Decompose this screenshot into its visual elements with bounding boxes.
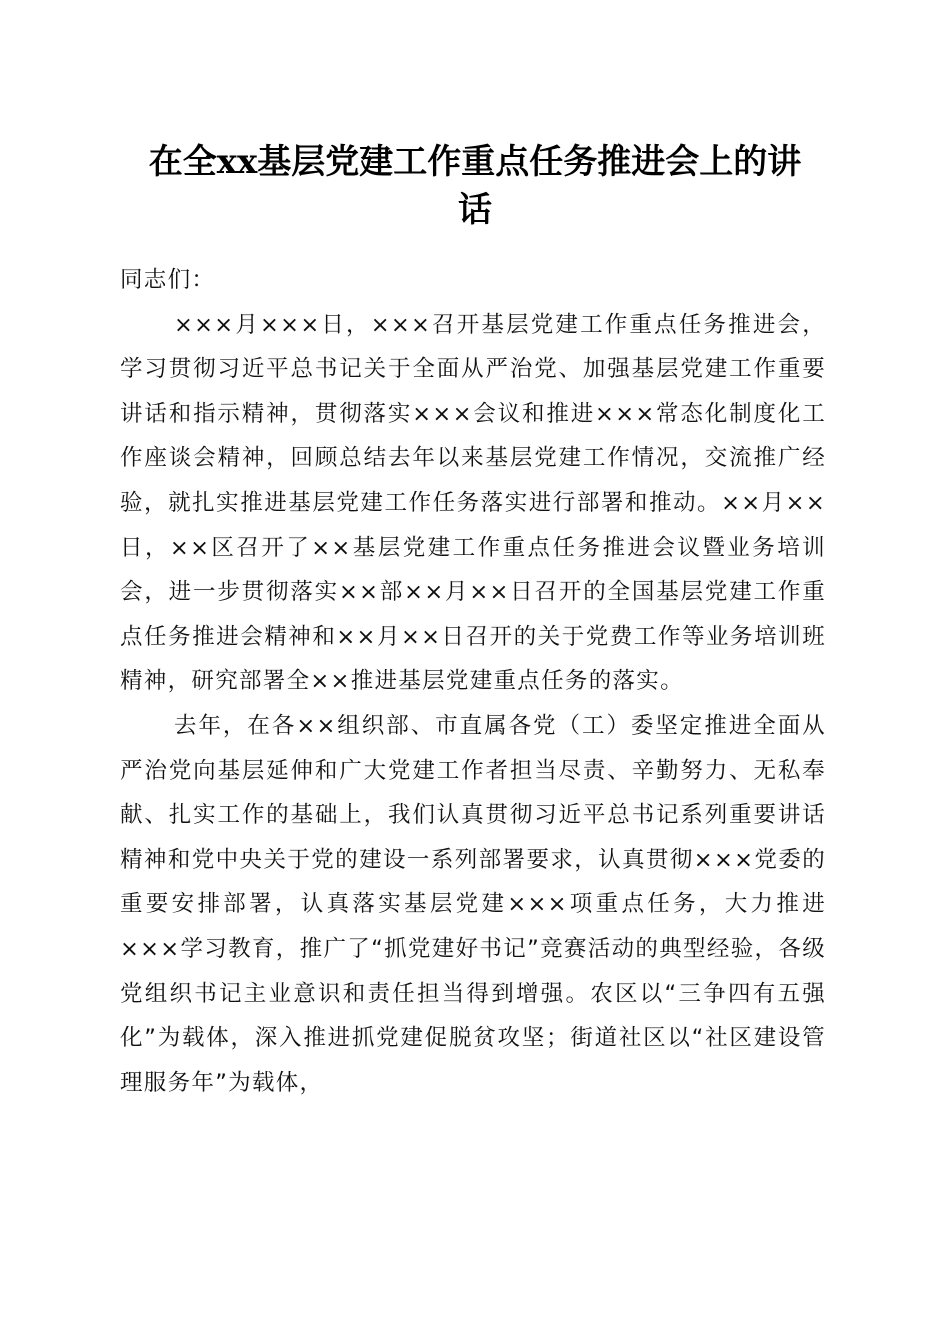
- paragraph-1: ×××月×××日，×××召开基层党建工作重点任务推进会，学习贯彻习近平总书记关于全面从严治党、加强基层党建工作重要讲话和指示精神，贯彻落实×××会议和推进×××常态化制度化工作座谈会精神，回顾总结去年以来基层党建工作情况，交流推广经验，就扎实推进基层党建工作任务落实进行部署和推动。××月××日，××区召开了××基层党建工作重点任务推进会议暨业务培训会，进一步贯彻落实××部××月××日召开的全国基层党建工作重点任务推进会精神和××月××日召开的关于党费工作等业务培训班精神，研究部署全××推进基层党建重点任务的落实。: [120, 311, 826, 695]
- paragraph-2: 去年，在各××组织部、市直属各党（工）委坚定推进全面从严治党向基层延伸和广大党建工作者担当尽责、辛勤努力、无私奉献、扎实工作的基础上，我们认真贯彻习近平总书记系列重要讲话精神和党中央关于党的建设一系列部署要求，认真贯彻×××党委的重要安排部署，认真落实基层党建×××项重点任务，大力推进×××学习教育，推广了“抓党建好书记”竞赛活动的典型经验，各级党组织书记主业意识和责任担当得到增强。农区以“三争四有五强化”为载体，深入推进抓党建促脱贫攻坚；街道社区以“社区建设管理服务年”为载体，: [120, 712, 826, 1096]
- document-title: [100, 138, 850, 234]
- salutation: 同志们：: [120, 267, 216, 293]
- document-body: [120, 258, 826, 1105]
- document-title-line-1: 在全xx基层党建工作重点任务推进会上的讲: [148, 142, 802, 182]
- document-title-line-2: 话: [458, 190, 492, 230]
